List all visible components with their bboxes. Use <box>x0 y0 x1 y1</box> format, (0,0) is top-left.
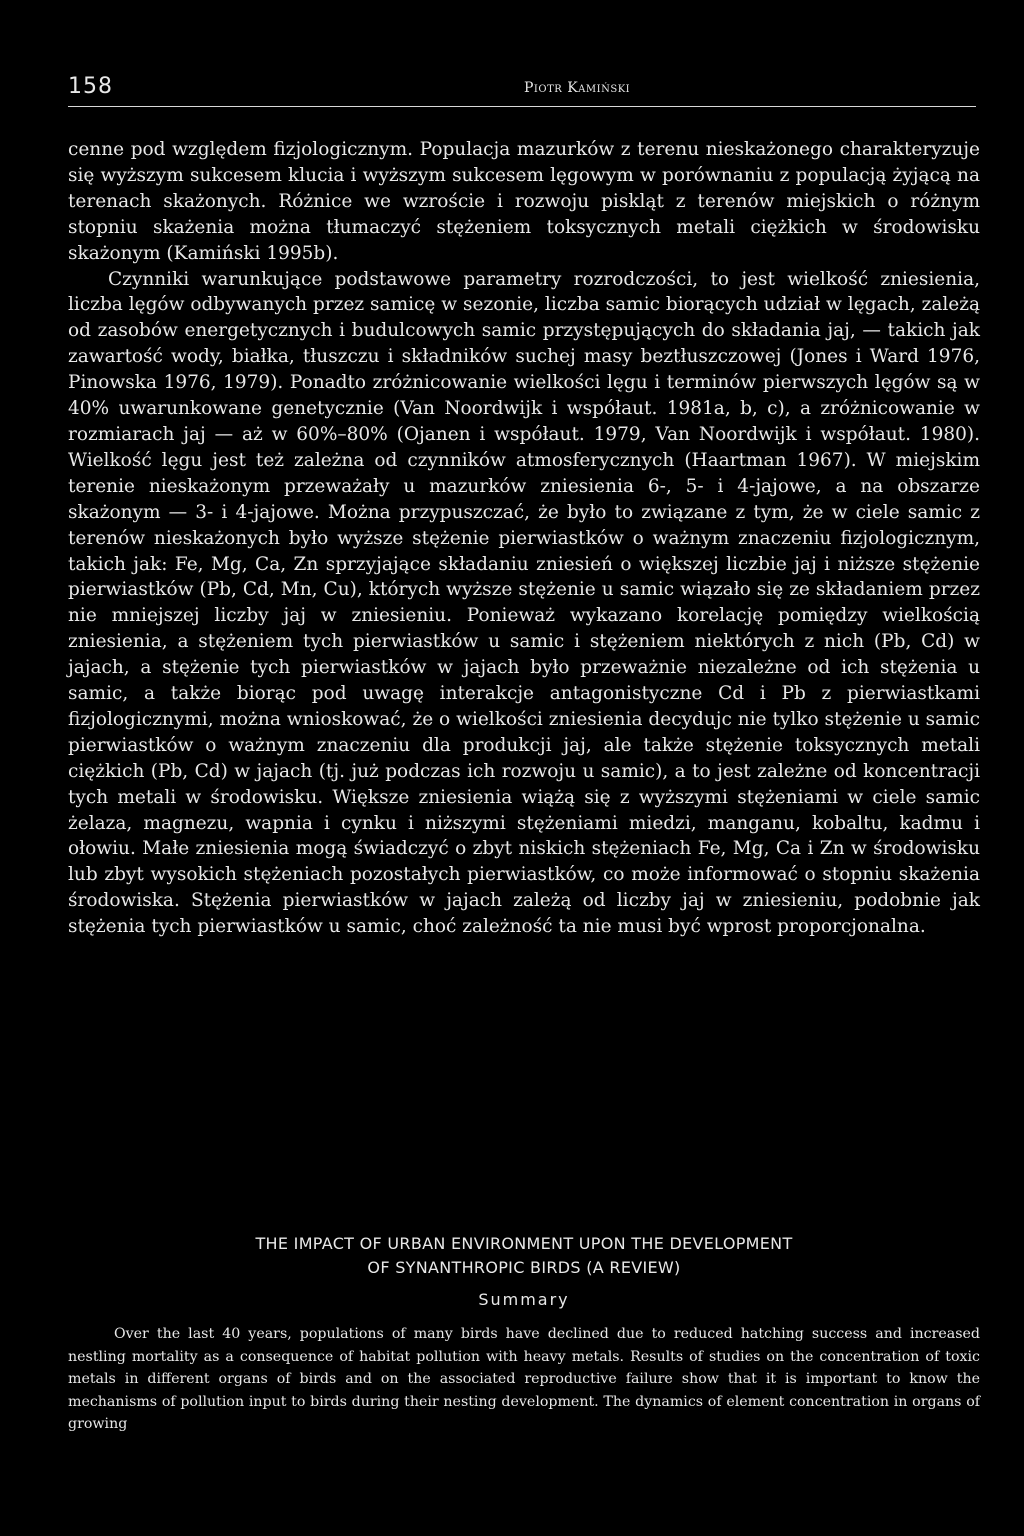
paragraph-reproduction-factors: Czynniki warunkujące podstawowe parametry rozrodczości, to jest wielkość zniesienia, liczba lęgów odbywanych przez samicę w sezonie, liczba samic biorących udział w lęgach, zależą od zasobów energetycznych i budulcowych samic przystępujących do składania jaj, — takich jak zawartość wody, białka, tłuszczu i składników suchej masy beztłuszczowej (Jones i Ward 1976, Pinowska 1976, 1979). Ponadto zróżnicowanie wielkości lęgu i terminów pierwszych lęgów są w 40% uwarunkowane genetycznie (Van Noordwijk i współaut. 1981a, b, c), a zróżnicowanie w rozmiarach jaj — aż w 60%–80% (Ojanen i współaut. 1979, Van Noordwijk i współaut. 1980). Wielkość lęgu jest też zależna od czynników atmosferycznych (Haartman 1967). W miejskim terenie nieskażonym przeważały u mazurków zniesienia 6-, 5- i 4-jajowe, a na obszarze skażonym — 3- i 4-jajowe. Można przypuszczać, że było to związane z tym, że w ciele samic z terenów nieskażonych było wyższe stężenie pierwiastków o ważnym znaczeniu fizjologicznym, takich jak: Fe, Mg, Ca, Zn sprzyjające składaniu zniesień o większej liczbie jaj i niższe stężenie pierwiastków (Pb, Cd, Mn, Cu), których wyższe stężenie u samic wiązało się ze składaniem przez nie mniejszej liczby jaj w zniesieniu. Ponieważ wykazano korelację pomiędzy wielkością zniesienia, a stężeniem tych pierwiastków u samic i stężeniem niektórych z nich (Pb, Cd) w jajach, a stężenie tych pierwiastków w jajach było przeważnie niezależne od ich stężenia u samic, a także biorąc pod uwagę interakcje antagonistyczne Cd i Pb z pierwiastkami fizjologicznymi, można wnioskować, że o wielkości zniesienia decydujc nie tylko stężenie u samic pierwiastków o ważnym znaczeniu dla produkcji jaj, ale także stężenie toksycznych metali ciężkich (Pb, Cd) w jajach (tj. już podczas ich rozwoju u samic), a to jest zależne od koncentracji tych metali w środowisku. Większe zniesienia wiążą się z wyższymi stężeniami w ciele samic żelaza, magnezu, wapnia i cynku i niższymi stężeniami miedzi, manganu, kobaltu, kadmu i ołowiu. Małe zniesienia mogą świadczyć o zbyt niskich stężeniach Fe, Mg, Ca i Zn w środowisku lub zbyt wysokich stężeniach pozostałych pierwiastków, co może informować o stopniu skażenia środowiska. Stężenia pierwiastków w jajach zależą od liczby jaj w zniesieniu, podobnie jak stężenia tych pierwiastków u samic, choć zależność ta nie musi być wprost proporcjonalna. <box>68 268 980 938</box>
summary-heading: Summary <box>478 1290 570 1309</box>
body-text <box>68 137 980 940</box>
english-summary <box>68 1232 980 1436</box>
summary-text: Over the last 40 years, populations of many birds have declined due to reduced hatching success and increased nestling mortality as a consequence of habitat pollution with heavy metals. Results of studies on the concentration of toxic metals in different organs of birds and on the associated reproductive failure show that it is important to know the mechanisms of pollution input to birds during their nesting development. The dynamics of element concentration in organs of growing <box>68 1326 980 1432</box>
summary-title-line-1: THE IMPACT OF URBAN ENVIRONMENT UPON THE DEVELOPMENT <box>255 1234 793 1253</box>
page-number: 158 <box>68 74 113 99</box>
paragraph-continued: cenne pod względem fizjologicznym. Populacja mazurków z terenu nieskażonego charakteryzuje się wyższym sukcesem klucia i wyższym sukcesem lęgowym w porównaniu z populacją żyjącą na terenach skażonych. Różnice we wzroście i rozwoju piskląt z terenów miejskich o różnym stopniu skażenia można tłumaczyć stężeniem toksycznych metali ciężkich w środowisku skażonym (Kamiński 1995b). <box>68 139 980 264</box>
page-header <box>68 70 976 107</box>
running-head-author: Piotr Kamiński <box>524 80 631 96</box>
summary-title-line-2: OF SYNANTHROPIC BIRDS (A REVIEW) <box>367 1258 681 1277</box>
